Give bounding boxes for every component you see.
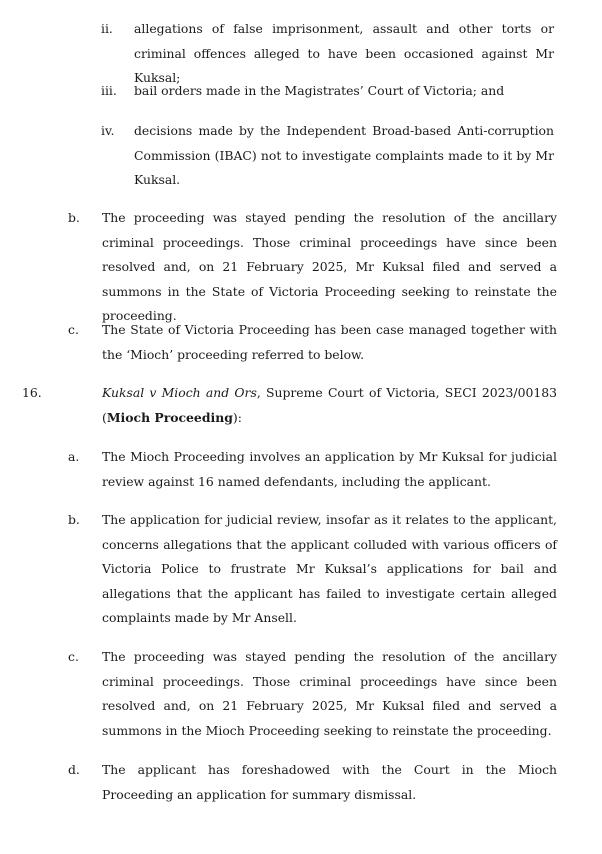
item-label: b. [68,210,80,225]
item-label: c. [68,322,79,337]
item-label: iii. [101,83,117,98]
item-label: c. [68,649,79,664]
paragraph-16 [22,381,557,430]
item-text [102,381,557,430]
case-citation-end: ): [232,409,242,425]
paragraph-d [68,758,557,807]
paragraph-b [68,206,557,329]
item-text: allegations of false imprisonment, assault and other torts or criminal offences alleged to have been occasioned against Mr Kuksal; [134,21,554,85]
paragraph-c [68,318,557,367]
sub-item-iii [101,79,556,104]
item-label: a. [68,449,80,464]
sub-item-iv [101,119,556,193]
item-text: The proceeding was stayed pending the resolution of the ancillary criminal proceedings. Those criminal proceedings have since been resolved and, on 21 February 2025, Mr Kuksal filed and served a summons in the State of Victoria Proceeding seeking to reinstate the proceeding. [102,210,557,323]
item-text: The application for judicial review, insofar as it relates to the applicant, concerns allegations that the applicant colluded with various officers of Victoria Police to frustrate Mr Kuksal’s applications for bail and allegations that the applicant has failed to investigate certain alleged complaints made by Mr Ansell. [102,512,557,625]
item-label: iv. [101,123,115,138]
case-citation: , Supreme Court of Victoria, SECI 2023/00183 ( [102,385,557,425]
item-text: The Mioch Proceeding involves an application by Mr Kuksal for judicial review against 16 named defendants, including the applicant. [102,449,557,489]
item-label: d. [68,762,80,777]
paragraph-a [68,445,557,494]
defined-term: Mioch Proceeding [106,409,233,425]
item-text: The applicant has foreshadowed with the Court in the Mioch Proceeding an application for summary dismissal. [102,762,557,802]
case-name: Kuksal v Mioch and Ors [102,385,257,400]
item-label: 16. [22,385,42,400]
paragraph-b-2 [68,508,557,631]
paragraph-c-2 [68,645,557,743]
item-text: decisions made by the Independent Broad-based Anti-corruption Commission (IBAC) not to investigate complaints made to it by Mr Kuksal. [134,123,554,187]
item-text: bail orders made in the Magistrates’ Court of Victoria; and [134,83,505,98]
item-label: ii. [101,21,113,36]
item-label: b. [68,512,80,527]
item-text: The State of Victoria Proceeding has been case managed together with the ‘Mioch’ proceeding referred to below. [102,322,557,362]
item-text: The proceeding was stayed pending the resolution of the ancillary criminal proceedings. Those criminal proceedings have since been resolved and, on 21 February 2025, Mr Kuksal filed and served a summons in the Mioch Proceeding seeking to reinstate the proceeding. [102,649,557,738]
